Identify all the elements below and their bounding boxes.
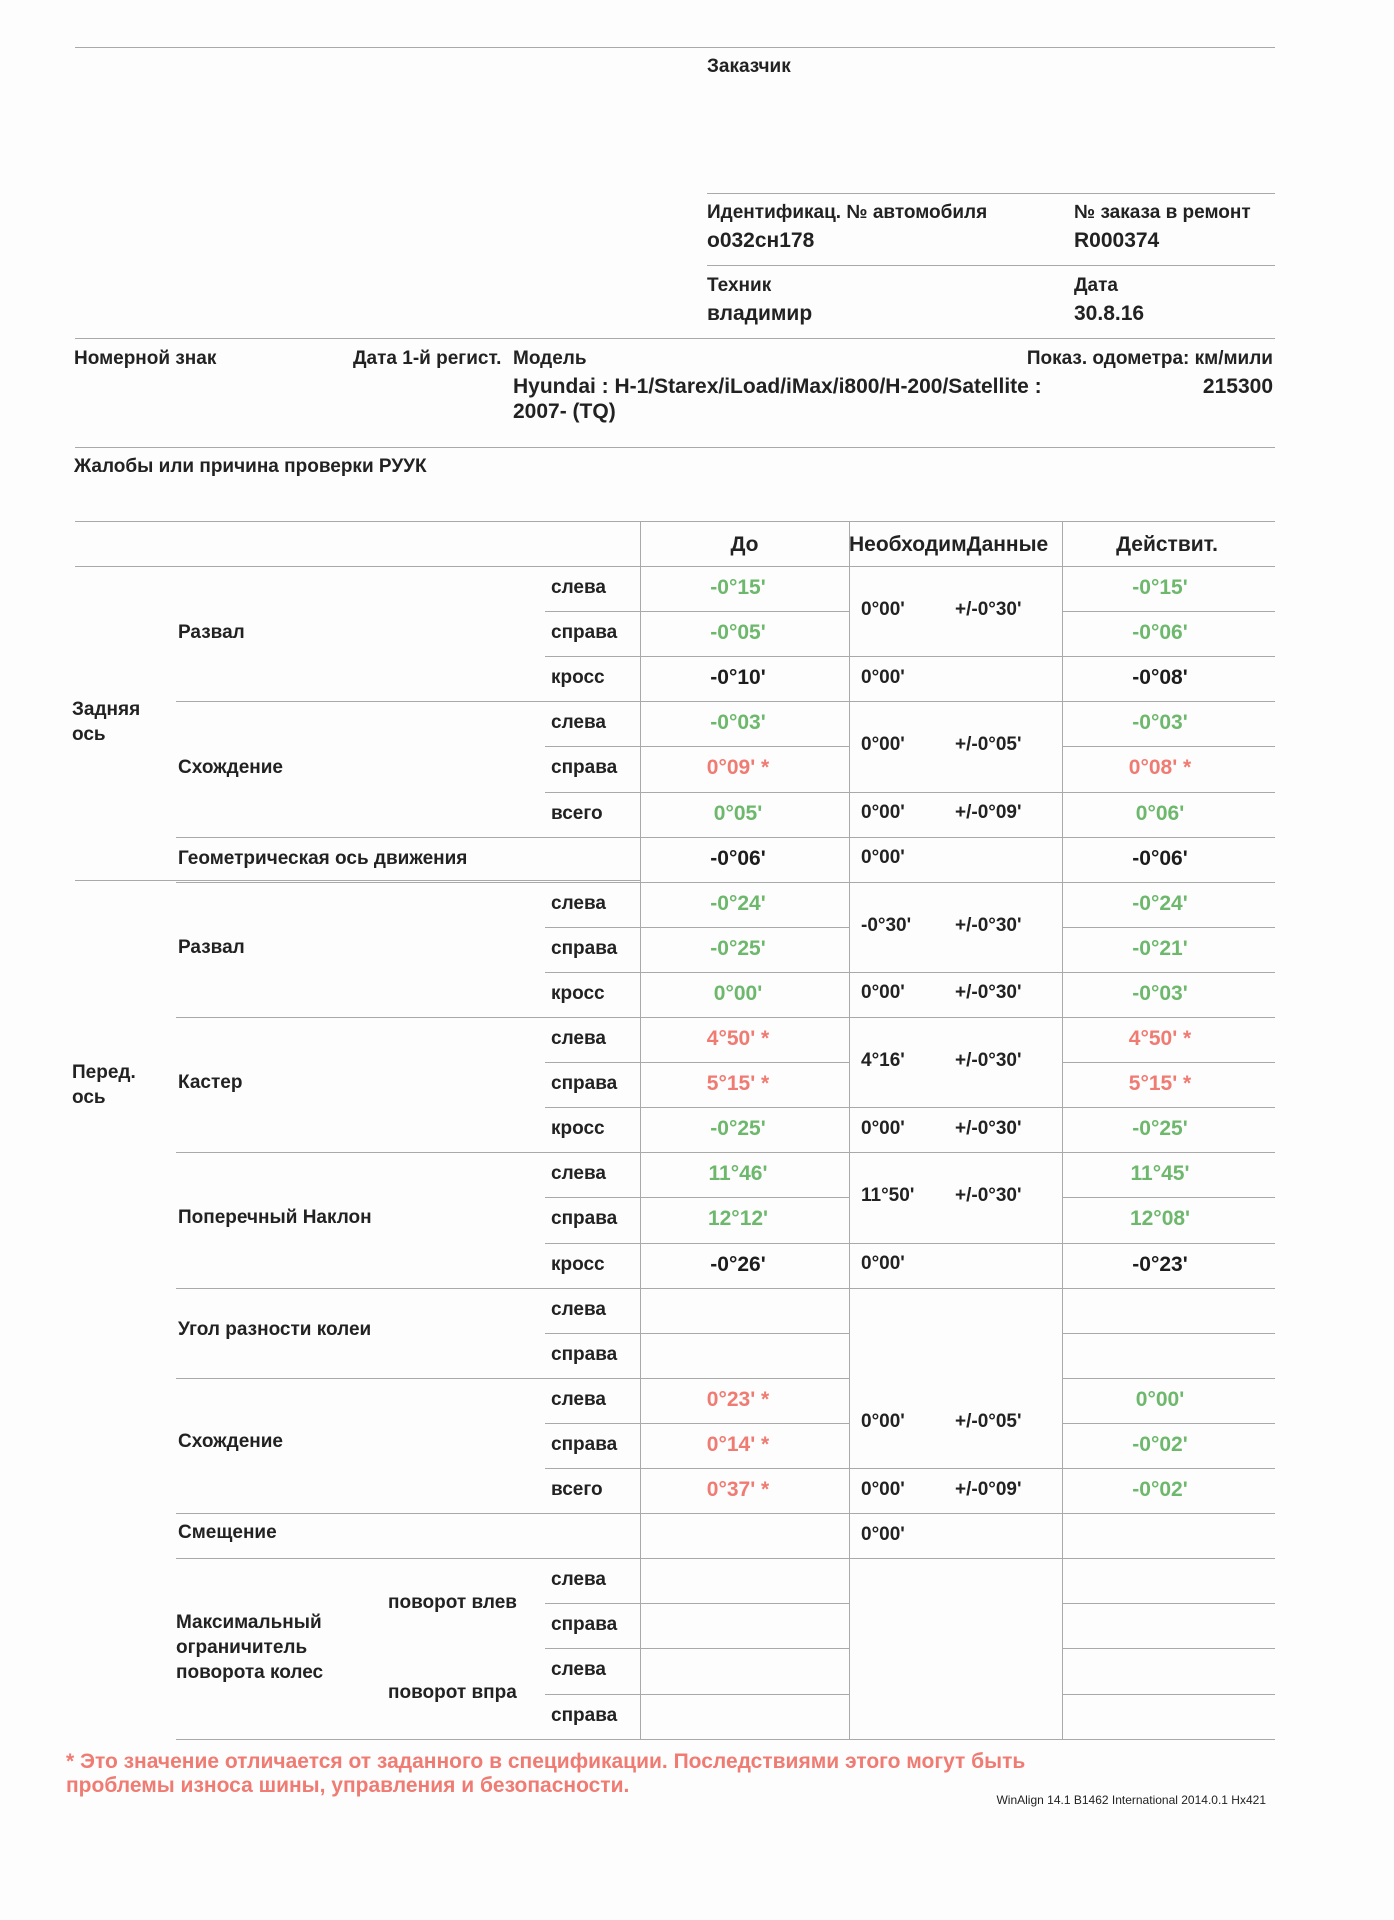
row-sub-label: справа xyxy=(551,1433,618,1455)
actual-value: -0°06' xyxy=(1132,846,1188,870)
vehicle-id-label: Идентификац. № автомобиля xyxy=(707,202,988,223)
spec-nominal: 0°00' xyxy=(861,1523,905,1545)
row-divider xyxy=(1062,792,1275,793)
col-required-header: НеобходимДанные xyxy=(849,533,1049,556)
row-sub-label: справа xyxy=(551,1073,618,1095)
row-divider xyxy=(1062,1243,1275,1244)
plate-label: Номерной знак xyxy=(74,348,217,369)
turn-left-label: поворот влев xyxy=(388,1592,517,1613)
spec-tolerance: +/-0°30' xyxy=(955,914,1022,936)
group-divider xyxy=(176,1558,640,1559)
order-label: № заказа в ремонт xyxy=(1074,202,1251,223)
actual-value: 12°08' xyxy=(1129,1207,1191,1231)
spec-divider xyxy=(849,1558,1062,1559)
before-value: -0°06' xyxy=(710,846,766,870)
spec-nominal: 0°00' xyxy=(861,734,905,756)
group-divider xyxy=(176,1288,640,1289)
before-value: -0°03' xyxy=(710,711,766,735)
row-divider xyxy=(1062,1694,1275,1695)
actual-value: -0°15' xyxy=(1132,576,1188,599)
before-value: 5°15' * xyxy=(706,1072,770,1096)
spec-divider xyxy=(849,1107,1062,1108)
before-value: 11°46' xyxy=(708,1162,768,1186)
group-divider xyxy=(176,1017,640,1018)
col-before-header: До xyxy=(730,533,759,556)
before-value: -0°24' xyxy=(710,891,766,915)
row-divider xyxy=(1062,1558,1275,1559)
warning-note-line-2: проблемы износа шины, управления и безопасности. xyxy=(66,1774,630,1797)
rear-camber-label: Развал xyxy=(178,622,245,643)
row-divider xyxy=(545,656,849,657)
row-divider xyxy=(1062,972,1275,973)
tech-value: владимир xyxy=(707,302,813,325)
row-divider xyxy=(545,792,849,793)
before-value: -0°10' xyxy=(710,666,766,690)
before-value: 0°05' xyxy=(713,801,763,825)
before-value: 0°09' * xyxy=(706,756,770,780)
before-value: 12°12' xyxy=(707,1207,769,1231)
complaints-label: Жалобы или причина проверки РУУК xyxy=(74,456,427,477)
actual-value: 4°50' * xyxy=(1128,1027,1192,1050)
row-divider xyxy=(1062,1333,1275,1334)
actual-value: -0°02' xyxy=(1132,1432,1188,1456)
row-divider xyxy=(545,1197,849,1198)
actual-value: -0°06' xyxy=(1132,621,1188,645)
before-value: 0°37' * xyxy=(706,1478,770,1501)
before-value: 4°50' * xyxy=(706,1027,770,1050)
row-sub-label: слева xyxy=(551,577,606,598)
group-divider xyxy=(176,701,640,702)
spec-tolerance: +/-0°09' xyxy=(955,802,1022,824)
max-turn-label: Максимальный ограничитель поворота колес xyxy=(176,1612,324,1683)
spec-nominal: 0°00' xyxy=(861,1410,905,1432)
row-divider xyxy=(545,611,849,612)
row-sub-label: справа xyxy=(551,1614,618,1636)
row-divider xyxy=(1062,1152,1275,1153)
row-sub-label: справа xyxy=(551,757,618,779)
table-bottom-border xyxy=(176,1739,1275,1740)
group-divider xyxy=(176,1513,640,1514)
actual-value: 0°08' * xyxy=(1128,756,1192,780)
actual-value: -0°21' xyxy=(1132,936,1188,960)
row-divider xyxy=(1062,1468,1275,1469)
actual-value: 0°06' xyxy=(1135,801,1185,825)
setback-label: Смещение xyxy=(178,1522,277,1543)
reg-date-label: Дата 1-й регист. xyxy=(353,348,502,369)
row-divider xyxy=(545,972,849,973)
row-divider xyxy=(545,1243,849,1244)
spec-tolerance: +/-0°30' xyxy=(955,982,1022,1004)
row-divider xyxy=(1062,656,1275,657)
row-divider xyxy=(1062,1288,1275,1289)
warning-note-line-1: * Это значение отличается от заданного в спецификации. Последствиями этого могут быть xyxy=(66,1750,1026,1773)
row-divider xyxy=(1062,1107,1275,1108)
row-sub-label: справа xyxy=(551,1343,618,1365)
spec-tolerance: +/-0°05' xyxy=(955,1410,1022,1432)
row-divider xyxy=(1062,1197,1275,1198)
spec-divider xyxy=(849,1152,1062,1153)
spec-tolerance: +/-0°05' xyxy=(955,734,1022,756)
row-divider xyxy=(1062,1017,1275,1018)
date-label: Дата xyxy=(1074,275,1118,296)
spec-divider xyxy=(849,837,1062,838)
row-divider xyxy=(545,1603,849,1604)
spec-divider xyxy=(849,1513,1062,1514)
before-value: -0°05' xyxy=(710,621,766,645)
rear-toe-label: Схождение xyxy=(178,757,283,778)
spec-divider xyxy=(849,1468,1062,1469)
row-sub-label: справа xyxy=(551,1208,618,1230)
row-sub-label: всего xyxy=(551,802,603,824)
front-toe-label: Схождение xyxy=(178,1431,283,1452)
spec-tolerance: +/-0°30' xyxy=(955,1050,1022,1072)
row-divider xyxy=(545,1423,849,1424)
front-camber-label: Развал xyxy=(178,937,245,958)
row-sub-label: справа xyxy=(551,622,618,644)
odometer-value: 215300 xyxy=(1202,375,1273,398)
actual-value: -0°25' xyxy=(1132,1117,1188,1141)
spec-nominal: 0°00' xyxy=(861,599,905,621)
spec-tolerance: +/-0°09' xyxy=(955,1478,1022,1500)
software-version: WinAlign 14.1 B1462 International 2014.0.1 Hx421 xyxy=(996,1793,1266,1807)
model-line-1: Hyundai : H-1/Starex/iLoad/iMax/i800/H-200/Satellite : xyxy=(513,375,1042,398)
spec-nominal: 0°00' xyxy=(861,982,905,1004)
spec-divider xyxy=(849,972,1062,973)
group-divider xyxy=(176,1378,640,1379)
spec-divider xyxy=(849,1288,1062,1289)
customer-label: Заказчик xyxy=(707,56,791,77)
group-divider xyxy=(176,1152,640,1153)
row-sub-label: справа xyxy=(551,937,618,959)
row-sub-label: слева xyxy=(551,1388,606,1410)
spec-nominal: 0°00' xyxy=(861,1117,905,1139)
row-divider xyxy=(1062,837,1275,838)
actual-value: 11°45' xyxy=(1130,1162,1190,1186)
model-label: Модель xyxy=(513,348,587,369)
sai-label: Поперечный Наклон xyxy=(178,1207,372,1228)
tech-label: Техник xyxy=(707,275,772,296)
spec-nominal: 0°00' xyxy=(861,666,905,688)
row-divider xyxy=(1062,701,1275,702)
actual-value: -0°03' xyxy=(1132,711,1188,735)
before-value: -0°26' xyxy=(710,1252,766,1276)
row-divider xyxy=(1062,1423,1275,1424)
row-sub-label: кросс xyxy=(551,1118,605,1140)
row-divider xyxy=(545,746,849,747)
row-divider xyxy=(545,1062,849,1063)
spec-nominal: 0°00' xyxy=(861,1478,905,1500)
spec-tolerance: +/-0°30' xyxy=(955,1185,1022,1207)
spec-nominal: -0°30' xyxy=(861,914,912,936)
row-sub-label: всего xyxy=(551,1479,603,1500)
track-diff-label: Угол разности колеи xyxy=(178,1319,372,1340)
actual-value: -0°24' xyxy=(1132,891,1188,915)
rear-axle-label: Задняя ось xyxy=(72,699,141,745)
spec-tolerance: +/-0°30' xyxy=(955,599,1022,621)
row-divider xyxy=(1062,927,1275,928)
row-sub-label: слева xyxy=(551,1028,606,1049)
spec-divider xyxy=(849,792,1062,793)
row-divider xyxy=(1062,746,1275,747)
spec-nominal: 4°16' xyxy=(861,1050,905,1072)
row-divider xyxy=(1062,611,1275,612)
row-divider xyxy=(545,1468,849,1469)
row-divider xyxy=(1062,1378,1275,1379)
spec-divider xyxy=(849,701,1062,702)
odometer-label: Показ. одометра: км/мили xyxy=(1026,348,1273,369)
row-divider xyxy=(545,927,849,928)
row-sub-label: слева xyxy=(551,1569,606,1591)
row-sub-label: слева xyxy=(551,712,606,734)
row-divider xyxy=(1062,882,1275,883)
spec-nominal: 0°00' xyxy=(861,847,905,869)
spec-nominal: 0°00' xyxy=(861,802,905,824)
row-divider xyxy=(1062,1648,1275,1649)
before-value: -0°25' xyxy=(710,936,766,960)
before-value: 0°14' * xyxy=(706,1432,770,1456)
row-sub-label: кросс xyxy=(551,982,605,1004)
spec-tolerance: +/-0°30' xyxy=(955,1117,1022,1139)
actual-value: -0°08' xyxy=(1132,666,1188,690)
row-divider xyxy=(545,1648,849,1649)
thrust-angle-label: Геометрическая ось движения xyxy=(178,848,468,869)
group-divider xyxy=(176,837,640,838)
spec-divider xyxy=(849,1017,1062,1018)
row-sub-label: слева xyxy=(551,1163,606,1185)
actual-value: -0°03' xyxy=(1132,981,1188,1005)
row-sub-label: слева xyxy=(551,1659,606,1681)
caster-label: Кастер xyxy=(178,1072,243,1093)
actual-value: 0°00' xyxy=(1135,1387,1185,1411)
spec-nominal: 11°50' xyxy=(861,1185,915,1207)
actual-value: -0°23' xyxy=(1132,1252,1188,1276)
order-value: R000374 xyxy=(1074,229,1160,252)
turn-right-label: поворот впра xyxy=(388,1682,517,1703)
before-value: 0°23' * xyxy=(706,1387,770,1411)
row-sub-label: справа xyxy=(551,1704,618,1726)
row-sub-label: слева xyxy=(551,1298,606,1320)
model-line-2: 2007- (TQ) xyxy=(513,400,616,423)
spec-divider xyxy=(849,656,1062,657)
group-divider xyxy=(176,882,640,883)
date-value: 30.8.16 xyxy=(1074,302,1145,325)
col-actual-header: Действит. xyxy=(1116,533,1218,556)
spec-nominal: 0°00' xyxy=(861,1253,905,1275)
before-value: -0°25' xyxy=(710,1117,766,1141)
row-divider xyxy=(1062,1062,1275,1063)
row-divider xyxy=(545,1333,849,1334)
row-divider xyxy=(545,1107,849,1108)
vehicle-id-value: о032сн178 xyxy=(707,229,815,252)
spec-divider xyxy=(849,882,1062,883)
row-sub-label: слева xyxy=(551,892,606,914)
row-sub-label: кросс xyxy=(551,1253,605,1275)
actual-value: -0°02' xyxy=(1132,1478,1188,1501)
row-divider xyxy=(1062,1603,1275,1604)
front-axle-label: Перед. ось xyxy=(72,1062,136,1108)
row-sub-label: кросс xyxy=(551,667,605,689)
row-divider xyxy=(545,1694,849,1695)
actual-value: 5°15' * xyxy=(1128,1072,1192,1096)
spec-divider xyxy=(849,1243,1062,1244)
row-divider xyxy=(1062,1513,1275,1514)
before-value: 0°00' xyxy=(713,981,763,1005)
before-value: -0°15' xyxy=(710,576,766,599)
